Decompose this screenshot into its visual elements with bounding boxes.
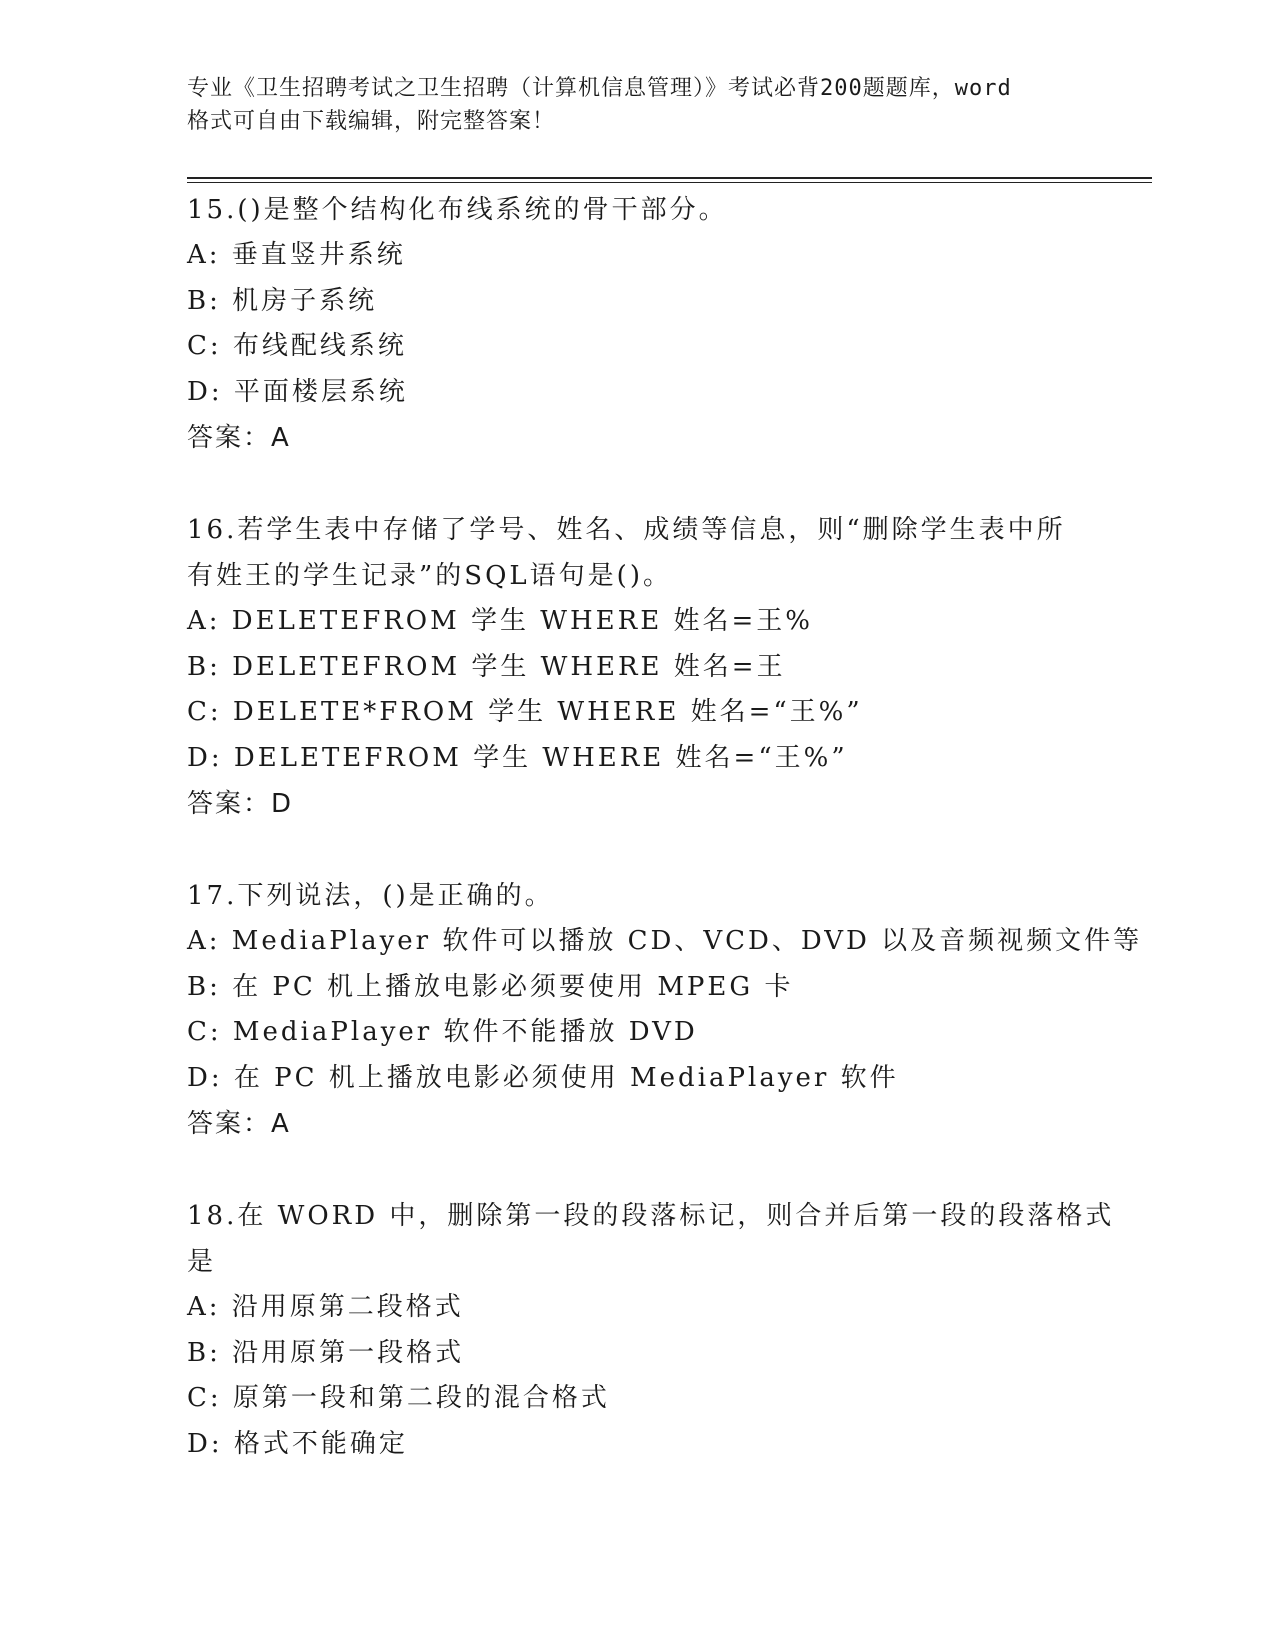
header-line-2: 格式可自由下载编辑，附完整答案！ bbox=[187, 109, 556, 134]
question-stem-continued: 有姓王的学生记录”的SQL语句是()。 bbox=[187, 561, 672, 591]
question-list bbox=[187, 187, 1147, 1467]
option-d: D: DELETEFROM 学生 WHERE 姓名=“王%” bbox=[187, 742, 848, 773]
question-stem-continued: 是 bbox=[187, 1247, 217, 1277]
answer: 答案：A bbox=[187, 1109, 291, 1139]
question-stem: 15.()是整个结构化布线系统的骨干部分。 bbox=[187, 195, 728, 225]
option-a: A: 沿用原第二段格式 bbox=[187, 1292, 464, 1322]
option-c: C: MediaPlayer 软件不能播放 DVD bbox=[187, 1017, 698, 1047]
option-a: A: MediaPlayer 软件可以播放 CD、VCD、DVD 以及音频视频文件等 bbox=[187, 926, 1143, 956]
question-stem: 18.在 WORD 中，删除第一段的段落标记，则合并后第一段的段落格式 bbox=[187, 1201, 1115, 1231]
option-c: C: 布线配线系统 bbox=[187, 331, 407, 361]
option-b: B: 在 PC 机上播放电影必须要使用 MPEG 卡 bbox=[187, 971, 794, 1002]
question-17 bbox=[187, 873, 1147, 1147]
option-b: B: 机房子系统 bbox=[187, 285, 378, 316]
header-rule-thin bbox=[187, 182, 1152, 183]
question-18 bbox=[187, 1193, 1147, 1467]
option-b: B: DELETEFROM 学生 WHERE 姓名=王 bbox=[187, 651, 786, 682]
option-c: C: 原第一段和第二段的混合格式 bbox=[187, 1383, 610, 1413]
option-a: A: DELETEFROM 学生 WHERE 姓名=王% bbox=[187, 606, 813, 636]
answer: 答案：A bbox=[187, 423, 291, 453]
header-rule-thick bbox=[187, 177, 1152, 179]
header-line-1: 专业《卫生招聘考试之卫生招聘（计算机信息管理）》考试必背200题题库，word bbox=[187, 76, 1012, 101]
answer: 答案：D bbox=[187, 789, 294, 819]
option-c: C: DELETE*FROM 学生 WHERE 姓名=“王%” bbox=[187, 697, 863, 727]
option-a: A: 垂直竖井系统 bbox=[187, 240, 406, 270]
question-15 bbox=[187, 187, 1147, 461]
question-stem: 16.若学生表中存储了学号、姓名、成绩等信息，则“删除学生表中所 bbox=[187, 515, 1066, 545]
question-stem: 17.下列说法，()是正确的。 bbox=[187, 881, 554, 911]
question-16 bbox=[187, 507, 1147, 827]
option-d: D: 格式不能确定 bbox=[187, 1428, 408, 1459]
option-b: B: 沿用原第一段格式 bbox=[187, 1337, 465, 1368]
page-header bbox=[187, 72, 1087, 138]
option-d: D: 在 PC 机上播放电影必须使用 MediaPlayer 软件 bbox=[187, 1062, 899, 1093]
option-d: D: 平面楼层系统 bbox=[187, 376, 408, 407]
